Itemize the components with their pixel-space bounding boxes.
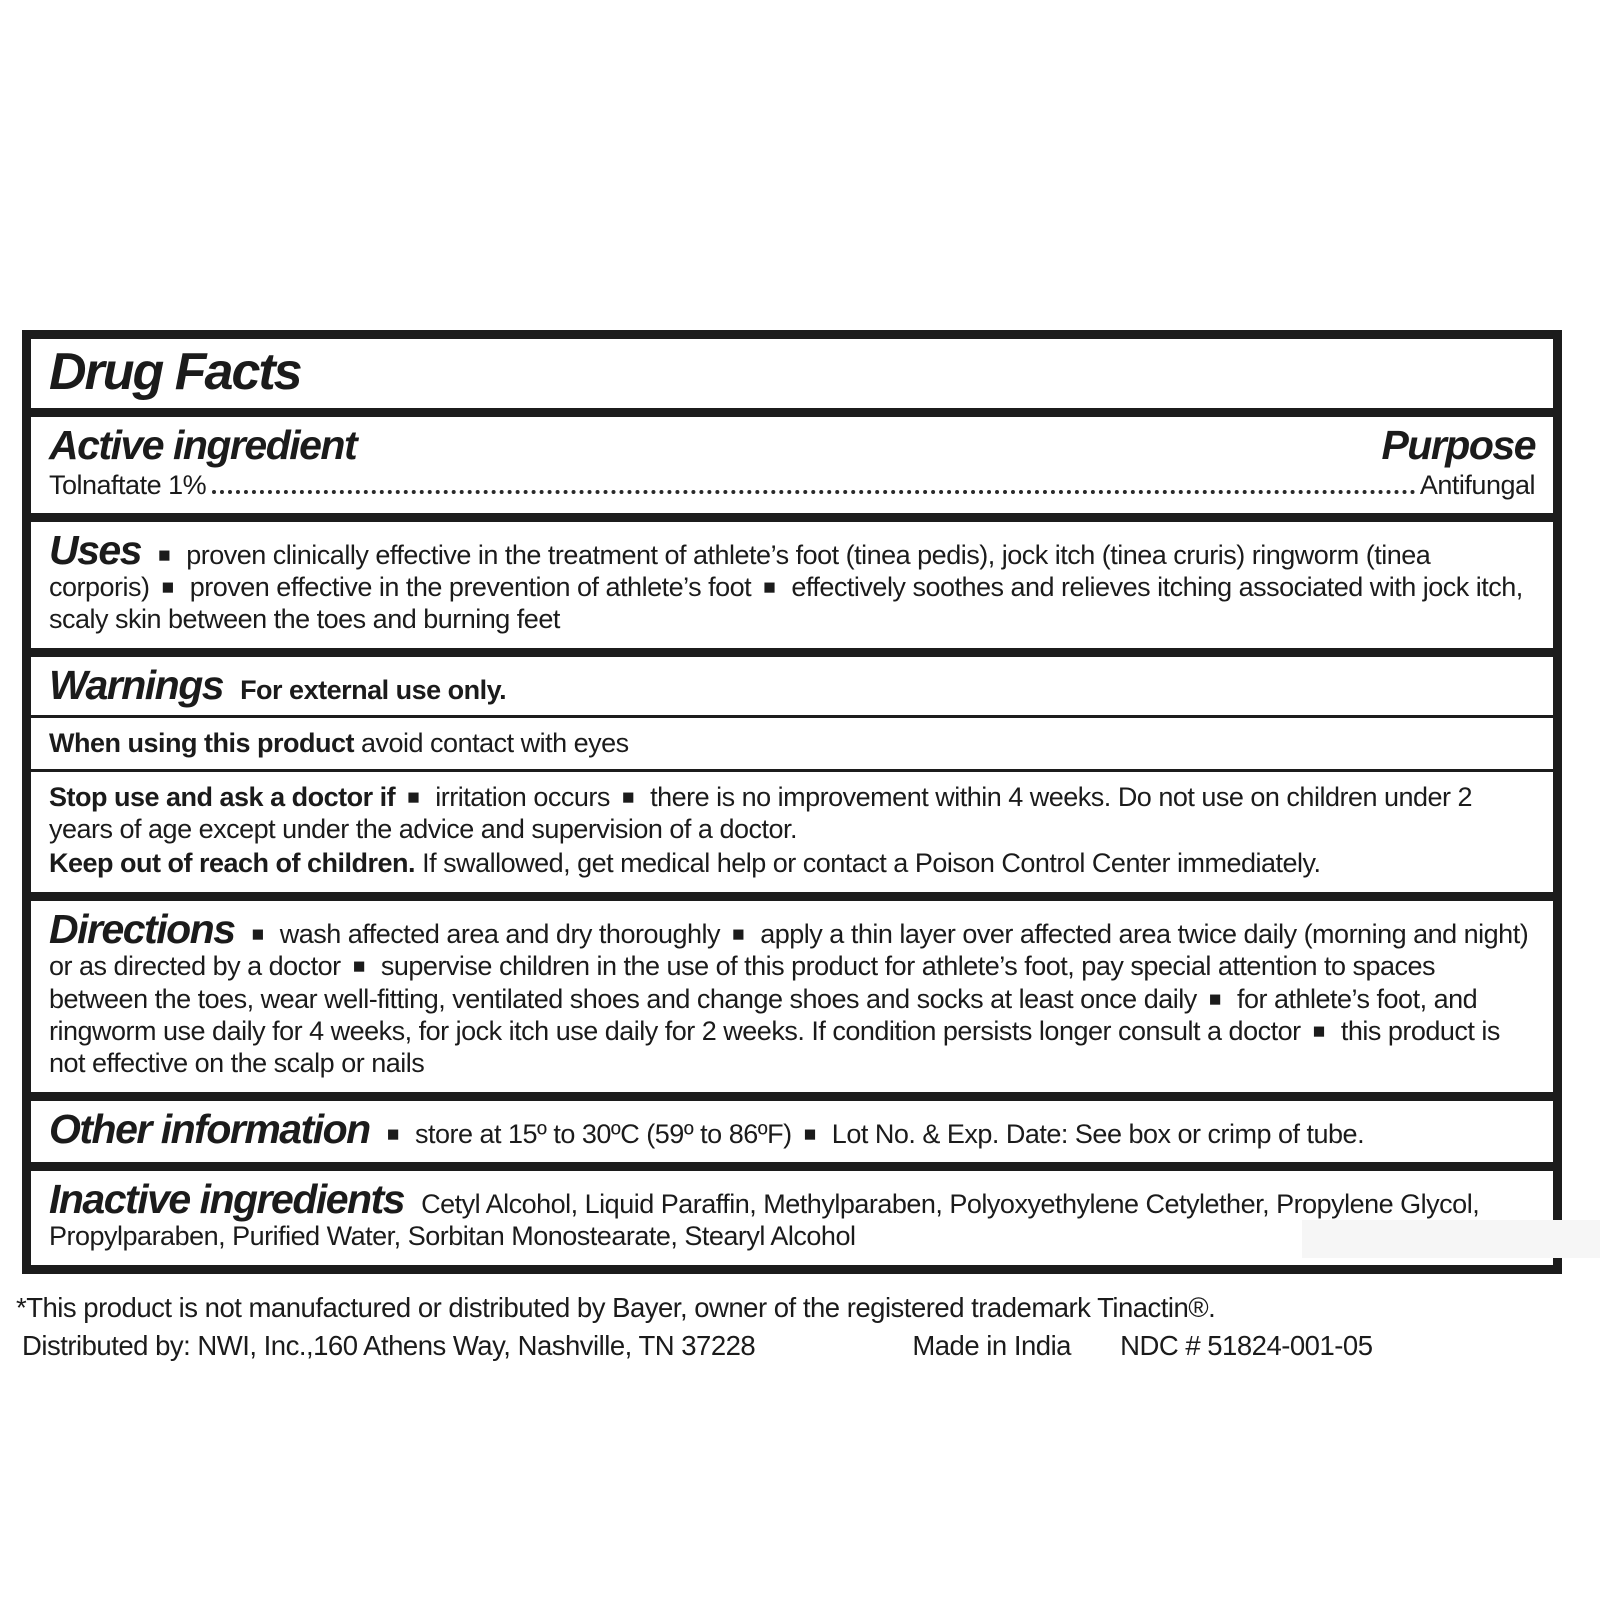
drug-facts-title: Drug Facts bbox=[49, 343, 301, 401]
bullet-icon: ■ bbox=[386, 1122, 399, 1146]
directions-item: for athlete’s foot, and ringworm use daily for 4 weeks, for jock itch use daily for 2 weeks. If condition persists longer consult a doctor bbox=[49, 983, 1478, 1046]
bullet-icon: ■ bbox=[158, 543, 171, 567]
inactive-ingredients-heading: Inactive ingredients bbox=[49, 1176, 405, 1223]
other-information-heading: Other information bbox=[49, 1105, 370, 1152]
uses-item: proven clinically effective in the treatment of athlete’s foot (tinea pedis), jock itch (tinea cruris) ringworm (tinea corporis) bbox=[49, 539, 1431, 602]
section-divider bbox=[31, 1092, 1553, 1101]
section-divider bbox=[31, 408, 1553, 417]
uses-item: proven effective in the prevention of athlete’s foot bbox=[189, 571, 752, 602]
bullet-icon: ■ bbox=[1312, 1019, 1325, 1043]
directions-item: apply a thin layer over affected area twice daily (morning and night) or as directed by a doctor bbox=[49, 918, 1529, 982]
directions-item: wash affected area and dry thoroughly bbox=[279, 918, 721, 949]
uses-section bbox=[31, 522, 1553, 648]
scan-artifact bbox=[1302, 1220, 1600, 1258]
distribution-row bbox=[22, 1328, 1562, 1364]
warnings-rule bbox=[31, 715, 1553, 718]
ndc-number: NDC # 51824-001-05 bbox=[1120, 1329, 1373, 1361]
keep-out-lead: Keep out of reach of children. bbox=[49, 848, 416, 879]
label-footer bbox=[16, 1290, 1562, 1364]
when-using-text bbox=[49, 727, 1535, 759]
bullet-icon: ■ bbox=[1208, 987, 1221, 1011]
stop-use-item: irritation occurs bbox=[435, 781, 610, 812]
directions-heading: Directions bbox=[49, 905, 235, 952]
drug-facts-panel bbox=[22, 330, 1562, 1274]
other-information-section bbox=[31, 1101, 1553, 1162]
bullet-icon: ■ bbox=[621, 785, 635, 809]
inactive-ingredients-list: Cetyl Alcohol, Liquid Paraffin, Methylparaben, Polyoxyethylene Cetylether, Propylene Glycol, Propylparaben, Purified Water, Sorbitan Monostearate, Stearyl Alcohol bbox=[49, 1189, 1480, 1252]
uses-heading: Uses bbox=[49, 526, 142, 573]
bullet-icon: ■ bbox=[251, 922, 264, 946]
stop-use-rest: Do not use on children under 2 years of age except under the advice and supervision of a doctor. bbox=[49, 781, 1473, 844]
keep-out-rest: If swallowed, get medical help or contact a Poison Control Center immediately. bbox=[422, 848, 1321, 879]
trademark-disclaimer: *This product is not manufactured or distributed by Bayer, owner of the registered trademark Tinactin®. bbox=[16, 1291, 1216, 1323]
active-ingredient-name: Tolnaftate 1% bbox=[49, 469, 207, 500]
purpose-heading: Purpose bbox=[1381, 421, 1535, 468]
made-in-text: Made in India bbox=[912, 1329, 1071, 1361]
directions-item: supervise children in the use of this product for athlete’s foot, pay special attention to spaces between the toes, wear well-fitting, ventilated shoes and change shoes and socks at least once daily bbox=[49, 951, 1436, 1014]
warnings-headline bbox=[49, 661, 1535, 708]
active-purpose-row bbox=[49, 421, 1535, 468]
warnings-section bbox=[31, 657, 1553, 892]
section-divider bbox=[31, 1162, 1553, 1171]
section-divider bbox=[31, 648, 1553, 657]
uses-item: effectively soothes and relieves itching associated with jock itch, scaly skin between the toes and burning feet bbox=[49, 571, 1523, 635]
bullet-icon: ■ bbox=[763, 575, 776, 599]
distributed-by-text: Distributed by: NWI, Inc.,160 Athens Way, Nashville, TN 37228 bbox=[22, 1329, 756, 1361]
ingredient-row bbox=[49, 470, 1535, 501]
keep-out-text bbox=[49, 847, 1535, 879]
other-information-text bbox=[49, 1105, 1535, 1152]
when-using-lead: When using this product bbox=[49, 728, 354, 759]
other-item: Lot No. & Exp. Date: See box or crimp of tube. bbox=[831, 1118, 1365, 1149]
directions-section bbox=[31, 901, 1553, 1092]
directions-item: this product is not effective on the scalp or nails bbox=[49, 1015, 1500, 1079]
stop-use-text bbox=[49, 781, 1535, 846]
dotted-leader bbox=[212, 490, 1416, 494]
warnings-rule bbox=[31, 769, 1553, 772]
other-item: store at 15º to 30ºC (59º to 86ºF) bbox=[414, 1118, 792, 1149]
when-using-rest: avoid contact with eyes bbox=[361, 728, 629, 759]
title-section bbox=[31, 339, 1553, 408]
warnings-heading: Warnings bbox=[49, 661, 224, 708]
bullet-icon: ■ bbox=[352, 955, 365, 979]
bullet-icon: ■ bbox=[803, 1122, 816, 1146]
bullet-icon: ■ bbox=[732, 922, 745, 946]
directions-text bbox=[49, 905, 1535, 1080]
drug-facts-page bbox=[16, 330, 1562, 1365]
stop-use-lead: Stop use and ask a doctor if bbox=[49, 781, 396, 812]
bullet-icon: ■ bbox=[161, 575, 174, 599]
section-divider bbox=[31, 892, 1553, 901]
section-divider bbox=[31, 513, 1553, 522]
active-ingredient-section bbox=[31, 417, 1553, 513]
uses-text bbox=[49, 526, 1535, 636]
purpose-value: Antifungal bbox=[1419, 469, 1535, 500]
external-use-text: For external use only. bbox=[240, 674, 507, 705]
active-ingredient-heading: Active ingredient bbox=[49, 421, 357, 468]
stop-use-item: there is no improvement within 4 weeks. bbox=[650, 781, 1111, 812]
bullet-icon: ■ bbox=[407, 785, 420, 809]
